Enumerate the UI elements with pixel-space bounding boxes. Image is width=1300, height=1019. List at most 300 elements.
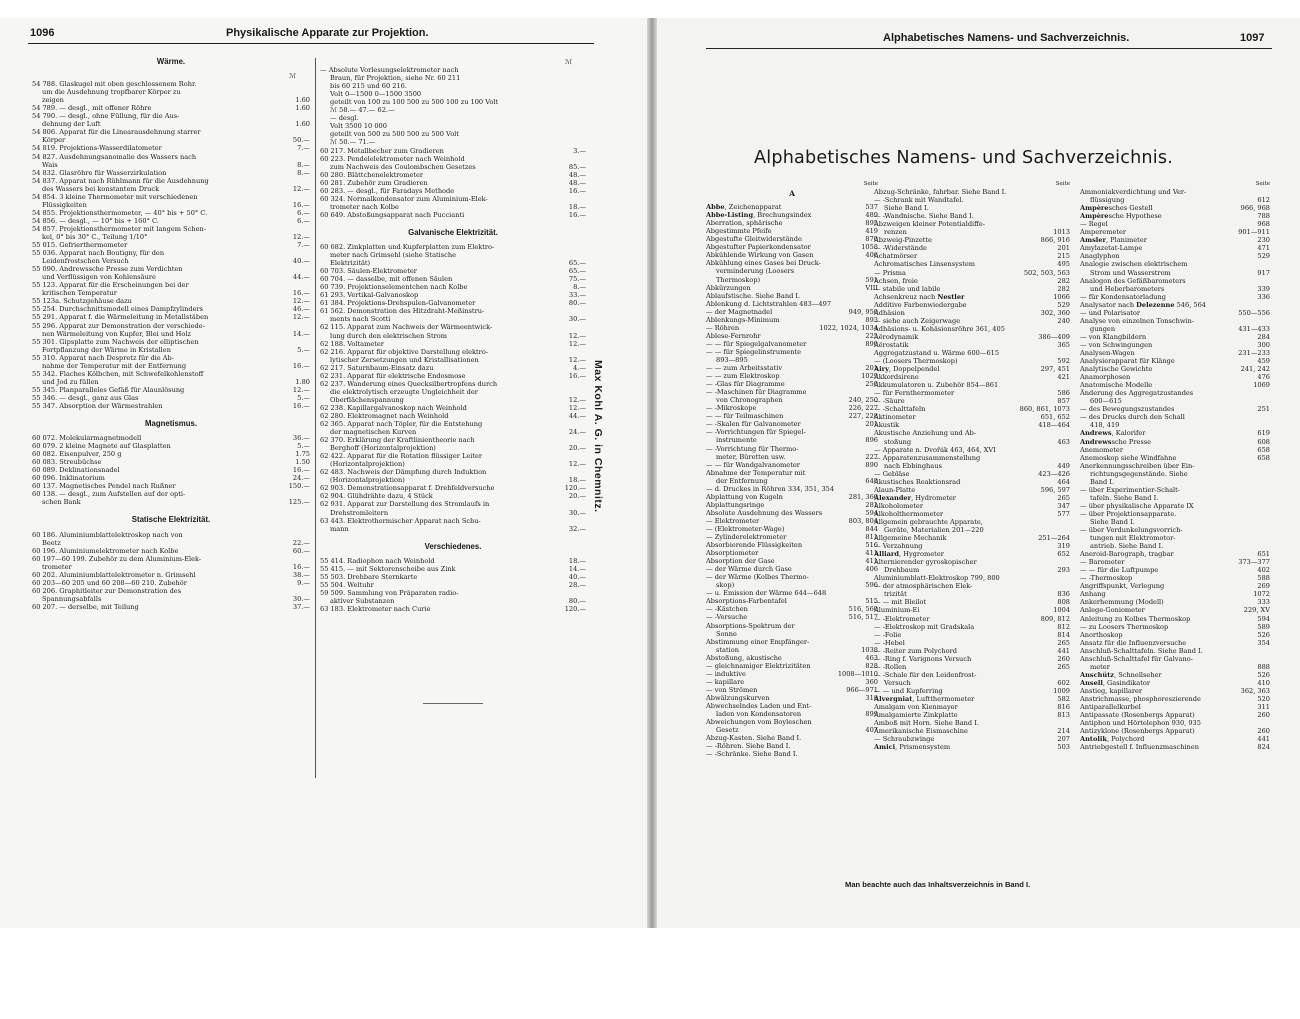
entry-page: 30.— — [292, 594, 310, 603]
entry-text: — der atmosphärischen Elek- — [874, 582, 973, 591]
entry-text: 60 079. 2 kleine Magnete auf Glasplatten — [32, 442, 171, 451]
entry-row — [1080, 639, 1270, 647]
entry-page: 80.— — [568, 299, 586, 308]
entry-row — [706, 412, 878, 420]
entry-page: 293 — [1057, 566, 1070, 575]
entry-row — [874, 478, 1070, 486]
entry-page: 362, 363 — [1240, 686, 1270, 695]
entry-page: 814 — [1057, 630, 1070, 639]
entry-text: Versuch — [884, 678, 911, 687]
entry-page: 608 — [1257, 437, 1270, 446]
entry-page — [583, 90, 586, 98]
entry-row — [874, 486, 1070, 494]
entry-page — [1267, 542, 1270, 550]
entry-text: 55 036. Apparat nach Boutigny, für den — [32, 249, 165, 258]
entry-text: 62 188. Voltameter — [320, 339, 384, 348]
entry-page — [1067, 429, 1070, 437]
entry-row — [706, 541, 878, 549]
entry-page: 80.— — [568, 596, 586, 605]
entry-name: Amsler — [1080, 236, 1106, 245]
entry-row — [1080, 454, 1270, 462]
entry-row — [32, 297, 310, 305]
entry-row — [874, 727, 1070, 735]
entry-text: kritischen Temperatur — [42, 289, 117, 298]
entry-page: 12.— — [292, 385, 310, 394]
entry-row — [874, 494, 1070, 502]
entry-text: Ansatz für die Influenzversuche — [1080, 638, 1187, 647]
entry-text: — -Folie — [874, 630, 902, 639]
entry-page — [307, 370, 310, 378]
entry-text: des Wassers bei konstantem Druck — [42, 184, 160, 193]
entry-row — [1080, 365, 1270, 373]
entry-text: 62 422. Apparat für die Rotation flüssiger Leiter — [320, 452, 483, 461]
entry-row — [320, 315, 586, 323]
entry-text: 60 083. Streubüchse — [32, 458, 102, 467]
entry-page — [307, 490, 310, 498]
entry-row — [706, 211, 878, 219]
seite-label: Seite — [1055, 181, 1070, 187]
entry-row — [32, 434, 310, 442]
entry-name: Antolik — [1080, 735, 1107, 744]
entry-row — [874, 405, 1070, 413]
entry-row — [1080, 349, 1270, 357]
entry-page — [307, 531, 310, 539]
entry-text: meter, Büretten usw. — [716, 452, 786, 461]
entry-row — [874, 470, 1070, 478]
entry-row — [706, 308, 878, 316]
entry-text: antrieb. Siehe Band I. — [1090, 542, 1164, 551]
entry-page: 1.80 — [295, 377, 310, 386]
entry-text: Ampèresche Hypothese — [1080, 212, 1162, 221]
entry-text: 61 293. Vertikal-Galvanoskop — [320, 291, 419, 300]
entry-text: — — zum Elektroskop — [706, 372, 780, 381]
entry-page: 890 — [865, 339, 878, 348]
entry-row — [320, 259, 586, 267]
entry-row — [320, 187, 586, 195]
entry-row — [1080, 550, 1270, 558]
entry-name: Delezenne — [1136, 300, 1175, 309]
entry-row — [874, 293, 1070, 301]
entry-page: 411 — [865, 557, 878, 566]
entry-page: 12.— — [568, 395, 586, 404]
entry-row — [874, 735, 1070, 743]
entry-text: — — für Spiegelgalvanometer — [706, 339, 807, 348]
section-heading: Statische Elektrizität. — [131, 515, 211, 525]
entry-text: Akkordsirene — [874, 373, 919, 382]
entry-page — [583, 589, 586, 597]
entry-page — [307, 88, 310, 96]
entry-text: 62 483. Nachweis der Dämpfung durch Induktion — [320, 468, 487, 477]
entry-row — [320, 291, 586, 299]
entry-page: 658 — [1257, 445, 1270, 454]
entry-row — [874, 413, 1070, 421]
entry-text: schen Bank — [42, 498, 81, 507]
entry-text: kel, 0° bis 30° C., Teilung 1/10° — [42, 232, 148, 241]
entry-text: Anemometer — [1080, 445, 1123, 454]
entry-row — [874, 615, 1070, 623]
entry-row — [706, 227, 878, 235]
entry-page: 658 — [1257, 453, 1270, 462]
entry-text: — siehe auch Zeigerwage — [874, 316, 961, 325]
entry-page: 250 — [865, 380, 878, 389]
entry-row — [706, 243, 878, 251]
entry-row — [32, 209, 310, 217]
entry-page: 464 — [1057, 477, 1070, 486]
entry-text: — Zylinderelektrometer — [706, 533, 787, 542]
entry-text: — — für Spiegelinstrumente — [706, 347, 802, 356]
entry-text: Allgemein gebrauchte Apparate, — [874, 517, 983, 526]
entry-text: — u. Emission der Wärme 644—648 — [706, 589, 827, 598]
entry-row — [1080, 534, 1270, 542]
entry-text: Strom und Wasserstrom — [1090, 268, 1171, 277]
entry-row — [874, 679, 1070, 687]
entry-row — [320, 557, 586, 565]
entry-row — [706, 332, 878, 340]
entry-text: Analysator nach Delezenne 546, 564 — [1080, 300, 1206, 309]
index-column-1 — [706, 180, 878, 758]
entry-page — [1267, 494, 1270, 502]
entry-text: ℳ 58.— 47.— 62.— — [330, 106, 395, 115]
entry-text: — Schraubzwinge — [874, 735, 935, 744]
entry-row — [320, 323, 586, 331]
entry-page: 651, 652 — [1040, 413, 1070, 422]
entry-text: Alternierender gyroskopischer — [874, 558, 977, 567]
entry-page: 495 — [1057, 260, 1070, 269]
entry-row — [32, 346, 310, 354]
entry-text: 54 788. Glaskugel mit oben geschlossenem Rohr. — [32, 80, 197, 89]
entry-row — [706, 445, 878, 453]
entry-page — [1267, 518, 1270, 526]
entry-text: — induktive — [706, 669, 746, 678]
entry-page — [1067, 381, 1070, 389]
entry-row — [1080, 285, 1270, 293]
entry-page — [1267, 478, 1270, 486]
entry-page: 899 — [865, 710, 878, 719]
entry-page — [583, 130, 586, 138]
right-head-rule — [706, 48, 1272, 49]
entry-page: 265 — [1057, 662, 1070, 671]
entry-row — [1080, 735, 1270, 743]
entry-row — [320, 122, 586, 130]
entry-page — [583, 74, 586, 82]
entry-text: — -Elektrometer — [874, 614, 930, 623]
entry-text: Absorbierende Flüssigkeiten — [706, 541, 803, 550]
entry-row — [706, 670, 878, 678]
entry-row — [706, 710, 878, 718]
entry-text: 60 739. Projektionselementchen nach Kolbe — [320, 283, 468, 292]
entry-text: Abstoßung, akustische — [706, 653, 782, 662]
entry-text: station — [716, 645, 739, 654]
entry-text: 55 347. Absorption der Wärmestrahlen — [32, 401, 163, 410]
entry-text: — über Projektionsapparate. — [1080, 509, 1177, 518]
entry-text: Alaun-Platte — [874, 485, 916, 494]
entry-text: flüssigung — [1090, 196, 1125, 205]
entry-page: 503 — [1057, 743, 1070, 752]
entry-page: 811 — [865, 533, 878, 542]
seite-label: Seite — [863, 181, 878, 187]
entry-text: — -Reiter zum Polychord — [874, 646, 958, 655]
entry-name: Alexander — [874, 493, 912, 502]
entry-page: 592 — [1057, 357, 1070, 366]
entry-text: Absorption der Gase — [706, 557, 775, 566]
entry-name: Abbe — [706, 203, 725, 212]
entry-page: 297, 451 — [1040, 365, 1070, 374]
entry-text: lytischer Zersetzungen und Kristallisationen — [330, 355, 479, 364]
entry-row — [320, 372, 586, 380]
entry-row — [1080, 518, 1270, 526]
entry-row — [320, 74, 586, 82]
entry-row — [32, 490, 310, 498]
entry-row — [874, 446, 1070, 454]
entry-text: 60 197—60 199. Zubehör zu dem Aluminium-Elek- — [32, 554, 202, 563]
entry-page: 46.— — [292, 305, 310, 314]
entry-text: instrumente — [716, 436, 757, 445]
entry-page: 18.— — [568, 202, 586, 211]
entry-page: 870 — [865, 235, 878, 244]
entry-text: Alvergniat, Luftthermometer — [874, 695, 975, 703]
entry-row — [1080, 301, 1270, 309]
entry-row — [32, 281, 310, 289]
entry-row — [32, 354, 310, 362]
entry-page: 32.— — [568, 524, 586, 533]
entry-page: 8.— — [297, 160, 310, 169]
entry-row — [1080, 438, 1270, 446]
entry-text: — — für Teilmaschinen — [706, 412, 784, 421]
entry-page: 12.— — [568, 339, 586, 348]
entry-row — [874, 703, 1070, 711]
entry-row — [32, 185, 310, 193]
entry-text: Sonne — [716, 629, 737, 638]
entry-text: — -Mikroskope — [706, 404, 757, 413]
entry-text: 60 223. Pendelelektrometer nach Weinhold — [320, 154, 465, 163]
entry-row — [706, 622, 878, 630]
entry-row — [1080, 196, 1270, 204]
entry-text: 60 206. Graphitleiter zur Demonstration des — [32, 586, 182, 595]
entry-text: Anerkennungsschreiben über Ein- — [1080, 461, 1195, 470]
entry-text: Anatomische Modelle — [1080, 381, 1153, 390]
entry-page: 402 — [1257, 566, 1270, 575]
entry-text: laden von Kondensatoren — [716, 710, 802, 719]
entry-text: — d. Druckes in Röhren 334, 351, 354 — [706, 484, 835, 493]
entry-page — [1067, 349, 1070, 357]
entry-row — [32, 161, 310, 169]
entry-row — [706, 533, 878, 541]
entry-page: 230 — [1257, 236, 1270, 245]
entry-text: 60 704. — dasselbe, mit offenen Säulen — [320, 275, 453, 284]
entry-row — [320, 138, 586, 146]
entry-row — [874, 550, 1070, 558]
entry-text: 60 138. — desgl., zum Aufstellen auf der opti- — [32, 490, 186, 499]
entry-text: 60 137. Magnetisches Pendel nach Rußner — [32, 482, 176, 491]
entry-text: 60 202. Aluminiumblattelektrometer n. Grimsehl — [32, 570, 196, 579]
entry-text: — (Loosers Thermoskop) — [874, 357, 958, 366]
entry-row — [874, 325, 1070, 333]
entry-text: Abplattung von Kugeln — [706, 492, 783, 501]
entry-page: VIII — [865, 283, 878, 292]
entry-text: 60 281. Zubehör zum Gradieren — [320, 178, 428, 187]
entry-page: 311 — [1257, 703, 1270, 712]
entry-page: 596, 597 — [1040, 485, 1070, 494]
entry-text: meter — [1090, 662, 1110, 671]
entry-page — [1267, 421, 1270, 429]
entry-text: Ablaufstische. Siehe Band I. — [706, 291, 801, 300]
entry-text: Abgestufter Papierkondensator — [706, 243, 811, 252]
entry-text: Anstrichmasse, phosphoreszierende — [1080, 695, 1201, 703]
entry-row — [1080, 373, 1270, 381]
entry-row — [1080, 260, 1270, 268]
entry-page — [1067, 518, 1070, 526]
entry-row — [320, 581, 586, 589]
entry-row — [32, 112, 310, 120]
entry-page: 240 — [1057, 316, 1070, 325]
entry-row — [320, 179, 586, 187]
entry-row — [32, 241, 310, 249]
entry-text: — gleichnamiger Elektrizitäten — [706, 661, 811, 670]
entry-row — [1080, 695, 1270, 703]
entry-row — [1080, 727, 1270, 735]
entry-row — [874, 196, 1070, 204]
entry-text: Siehe Band I. — [884, 204, 929, 213]
entry-text: — zu Loosers Thermoskop — [1080, 622, 1169, 631]
entry-page — [307, 587, 310, 595]
entry-page: 890 — [865, 460, 878, 469]
entry-text: Absorptions-Spektrum der — [706, 621, 795, 630]
entry-row — [874, 212, 1070, 220]
entry-row — [320, 605, 586, 613]
entry-text: — -Rollen — [874, 662, 907, 671]
entry-text: Anhang — [1080, 590, 1106, 599]
entry-page — [583, 251, 586, 259]
entry-page: 866, 916 — [1040, 236, 1070, 245]
entry-row — [32, 289, 310, 297]
entry-text: (Horizontalprojektion) — [330, 476, 405, 485]
entry-page — [1267, 188, 1270, 196]
entry-text: Volt 0—1500 0—1500 3500 — [330, 90, 422, 99]
entry-row — [1080, 325, 1270, 333]
entry-page — [1267, 486, 1270, 494]
entry-page — [307, 555, 310, 563]
entry-row — [320, 573, 586, 581]
entry-text: 55 342. Flaches Kölbchen, mit Schwefelkohlenstoff — [32, 369, 204, 378]
entry-text: 55 291. Apparat f. die Wärmeleitung in Metallstäben — [32, 313, 209, 322]
entry-row — [874, 252, 1070, 260]
entry-row — [874, 381, 1070, 389]
currency-marker: ℳ — [564, 58, 572, 66]
entry-text: 60 186. Aluminiumblattelektroskop nach von — [32, 530, 183, 539]
entry-row — [706, 276, 878, 284]
entry-page: 65.— — [568, 259, 586, 268]
entry-text: Beetz — [42, 538, 61, 547]
entry-text: — über Verdunkelungsvorrich- — [1080, 526, 1183, 535]
entry-text: Aggregatzustand u. Wärme 600—615 — [874, 348, 1000, 357]
entry-text: — — zum Arbeitsstativ — [706, 364, 783, 373]
entry-page: 65.— — [568, 267, 586, 276]
entry-text: Analysen-Wagen — [1080, 348, 1135, 357]
entry-text: Achsenkreuz nach Nestler — [874, 292, 965, 301]
entry-page — [1267, 260, 1270, 268]
entry-row — [320, 299, 586, 307]
entry-row — [1080, 429, 1270, 437]
entry-row — [1080, 228, 1270, 236]
entry-text: Andrews, Kalorifer — [1080, 429, 1146, 438]
entry-text: 54 837. Apparat nach Rühlmann für die Ausdehnung — [32, 176, 209, 185]
entry-page: 40.— — [568, 572, 586, 581]
entry-page — [1267, 719, 1270, 727]
entry-text: Aberration, sphärische — [706, 219, 783, 228]
entry-page: 594 — [865, 508, 878, 517]
entry-page: 489 — [865, 211, 878, 220]
entry-text: — Apparate n. Dvořák 463, 464, XVI — [874, 445, 996, 454]
entry-row — [320, 380, 586, 388]
entry-row — [706, 549, 878, 557]
entry-row — [874, 631, 1070, 639]
entry-page: 1066 — [1053, 292, 1070, 301]
entry-row — [320, 492, 586, 500]
entry-text: 62 903. Demonstrationsapparat f. Drehfeldversuche — [320, 484, 495, 493]
entry-row — [706, 726, 878, 734]
entry-page — [875, 750, 878, 758]
entry-row — [32, 169, 310, 177]
entry-row — [706, 517, 878, 525]
entry-page: 9.— — [297, 578, 310, 587]
entry-page: 449 — [1057, 461, 1070, 470]
entry-row — [706, 565, 878, 573]
entry-text: stoßung — [884, 437, 912, 446]
entry-text: — — für die Luftpumpe — [1080, 566, 1159, 575]
entry-page: 85.— — [568, 162, 586, 171]
entry-row — [320, 130, 586, 138]
entry-page: 22.— — [292, 538, 310, 547]
entry-row — [320, 106, 586, 114]
entry-row — [320, 348, 586, 356]
entry-page: 36.— — [292, 434, 310, 443]
entry-text: Spannungsabfalls — [42, 594, 102, 603]
entry-row — [32, 595, 310, 603]
entry-row — [706, 654, 878, 662]
entry-row — [706, 453, 878, 461]
entry-row — [874, 341, 1070, 349]
entry-text: — Prisma — [874, 268, 906, 277]
entry-text: 55 015. Gefrierthermometer — [32, 241, 128, 250]
entry-text: 54 789. — desgl., mit offener Röhre — [32, 104, 152, 113]
entry-row — [1080, 405, 1270, 413]
entry-text: Airy, Doppelpendel — [874, 365, 940, 374]
section-heading: Wärme. — [156, 57, 186, 66]
entry-text: 55 345. Planparalleles Gefäß für Alaunlösung — [32, 385, 185, 394]
entry-text: — -Elektroskop mit Gradskala — [874, 622, 975, 631]
entry-page: 893 — [865, 315, 878, 324]
entry-text: Aneroid-Barograph, tragbar — [1080, 550, 1174, 559]
entry-row — [32, 153, 310, 161]
entry-text: Ablenkungs-Minimum — [706, 315, 780, 324]
entry-row — [1080, 212, 1270, 220]
entry-row — [1080, 687, 1270, 695]
entry-page — [1067, 719, 1070, 727]
entry-page: 516 — [865, 541, 878, 550]
entry-text: — der Magnetnadel — [706, 307, 773, 316]
entry-text: 62 370. Erklärung der Kraftlinientheorie nach — [320, 436, 475, 445]
entry-row — [706, 469, 878, 477]
entry-text: 61 562. Demonstration des Hitzdraht-Meßinstru- — [320, 307, 485, 316]
entry-text: der Entfernung — [716, 476, 768, 485]
entry-text: Siehe Band I. — [1090, 517, 1135, 526]
entry-row — [706, 613, 878, 621]
entry-page: 520 — [1257, 695, 1270, 703]
entry-text: — -Versuche — [706, 613, 748, 622]
entry-row — [1080, 574, 1270, 582]
section-heading: Magnetismus. — [145, 419, 197, 429]
entry-text: Antiphon und Hörtelephon 930, 935 — [1080, 719, 1201, 728]
